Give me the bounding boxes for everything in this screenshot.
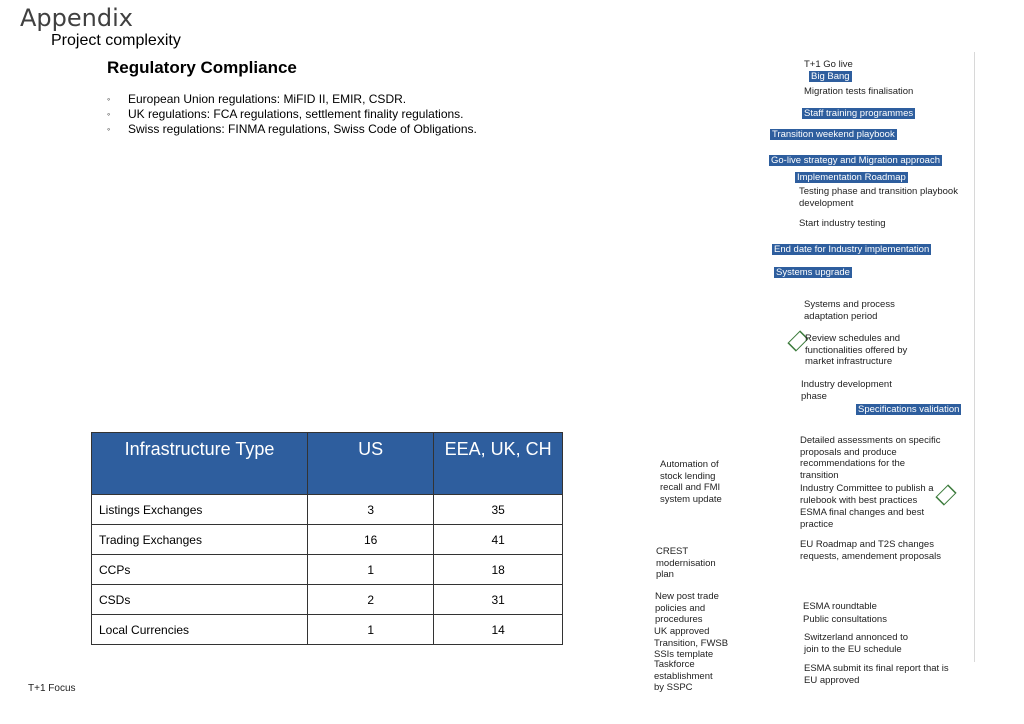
timeline-highlight: End date for Industry implementation [774,244,930,255]
timeline-label: Automation of stock lending recall and FMI system update [660,459,722,505]
bullet-text: UK regulations: FCA regulations, settlement finality regulations. [128,107,464,121]
table-row [92,585,563,615]
table-cell: 14 [434,615,563,645]
timeline-highlight: Systems upgrade [776,267,850,278]
table-row [92,495,563,525]
column-header: US [308,433,434,495]
timeline-highlight: Transition weekend playbook [772,129,895,140]
table-cell: 41 [434,525,563,555]
table-cell: Listings Exchanges [92,495,308,525]
footer-label: T+1 Focus [28,683,76,694]
timeline-label: UK approved Transition, FWSB SSIs template [654,626,729,660]
list-item [107,107,477,122]
timeline-label: ESMA submit its final report that is EU approved [804,663,949,686]
timeline-label: New post trade policies and procedures [655,591,719,625]
table-header-row [92,433,563,495]
timeline-label: Review schedules and functionalities offered by market infrastructure [805,333,908,367]
section-title: Regulatory Compliance [107,58,297,77]
regulation-list [107,92,477,137]
table-cell: 31 [434,585,563,615]
timeline-highlight: Go-live strategy and Migration approach [771,155,940,166]
table-cell: 2 [308,585,434,615]
timeline-label: ESMA final changes and best practice [800,507,925,530]
table-row [92,525,563,555]
timeline-highlight: Staff training programmes [804,108,914,119]
timeline-label: Detailed assessments on specific proposals and produce recommendations for the transition [800,435,941,481]
bullet-icon: ◦ [107,124,111,134]
list-item [107,122,477,137]
table-cell: 1 [308,615,434,645]
timeline-label: Start industry testing [799,218,886,229]
table-row [92,555,563,585]
timeline-label: Taskforce establishment by SSPC [654,659,713,693]
table-cell: 35 [434,495,563,525]
timeline-label: CREST modernisation plan [656,546,716,580]
timeline-label: Migration tests finalisation [804,86,914,97]
timeline-label: Public consultations [803,614,887,625]
table-cell: Local Currencies [92,615,308,645]
timeline-divider [974,52,975,662]
timeline-highlight: Big Bang [811,71,850,82]
table-cell: 1 [308,555,434,585]
table-cell: CSDs [92,585,308,615]
bullet-text: European Union regulations: MiFID II, EMIR, CSDR. [128,92,407,106]
page-subtitle: Project complexity [51,32,181,49]
list-item [107,92,477,107]
timeline-label: T+1 Go live [804,59,853,70]
bullet-icon: ◦ [107,94,111,104]
timeline-label: EU Roadmap and T2S changes requests, amendement proposals [800,539,941,562]
timeline-label: Industry Committee to publish a rulebook with best practices [800,483,934,506]
timeline-label: Systems and process adaptation period [804,299,895,322]
table-cell: 16 [308,525,434,555]
column-header: EEA, UK, CH [434,433,563,495]
timeline-label: Switzerland annonced to join to the EU schedule [804,632,909,655]
table-cell: CCPs [92,555,308,585]
column-header: Infrastructure Type [92,433,308,495]
table-cell: 3 [308,495,434,525]
table-cell: Trading Exchanges [92,525,308,555]
bullet-icon: ◦ [107,109,111,119]
table-row [92,615,563,645]
page-title: Appendix [20,4,133,32]
infrastructure-table [91,432,563,645]
timeline-label: Testing phase and transition playbook development [799,186,958,209]
timeline-label: Industry development phase [801,379,892,402]
table-cell: 18 [434,555,563,585]
timeline-highlight: Implementation Roadmap [797,172,906,183]
timeline-highlight: Specifications validation [858,404,960,415]
timeline-label: ESMA roundtable [803,601,877,612]
bullet-text: Swiss regulations: FINMA regulations, Swiss Code of Obligations. [128,122,477,136]
